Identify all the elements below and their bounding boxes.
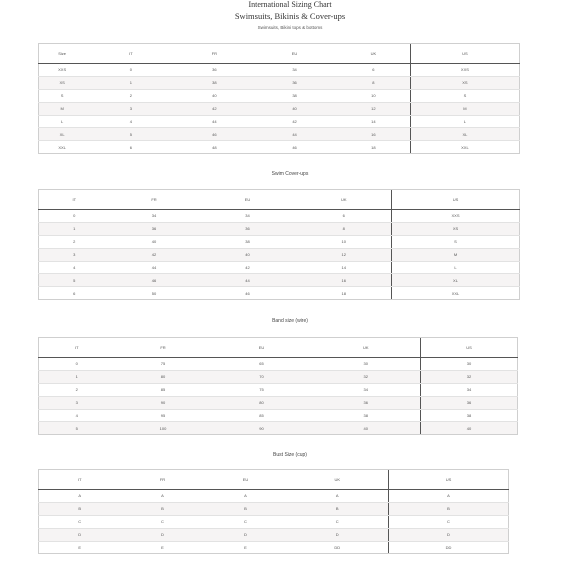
- table-cell: 44: [252, 128, 337, 141]
- table-cell: 34: [199, 210, 297, 223]
- table-cell: 8: [337, 76, 410, 89]
- table-row: [39, 515, 509, 528]
- table-cell: 4: [39, 409, 115, 422]
- table-cell: D: [39, 528, 121, 541]
- table-cell: L: [39, 115, 86, 128]
- table-cell: 90: [212, 422, 312, 435]
- table-cell: S: [410, 89, 519, 102]
- table-cell: 0: [85, 64, 176, 77]
- table-row: [39, 287, 520, 300]
- table-cell: B: [287, 502, 389, 515]
- section-title-swim-cover-ups: Swim Cover-ups: [271, 171, 309, 177]
- table-cell: M: [392, 248, 520, 261]
- column-header: EU: [199, 190, 297, 210]
- table-cell: E: [39, 541, 121, 554]
- table-cell: E: [205, 541, 287, 554]
- table-row: [39, 409, 518, 422]
- column-header: UK: [312, 338, 421, 358]
- column-header: EU: [212, 338, 312, 358]
- table-row: [39, 383, 518, 396]
- table-cell: A: [389, 490, 509, 503]
- table-cell: 2: [85, 89, 176, 102]
- table-row: [39, 128, 520, 141]
- table-cell: 1: [85, 76, 176, 89]
- table-cell: 38: [312, 409, 421, 422]
- page-title: International Sizing Chart: [248, 0, 332, 9]
- table-cell: A: [287, 490, 389, 503]
- table-cell: 36: [312, 396, 421, 409]
- table-cell: XXS: [410, 64, 519, 77]
- table-row: [39, 502, 509, 515]
- table-cell: A: [39, 490, 121, 503]
- table-cell: L: [392, 261, 520, 274]
- table-cell: 38: [421, 409, 518, 422]
- table-cell: 32: [421, 370, 518, 383]
- column-header: IT: [85, 44, 176, 64]
- table-cell: 40: [252, 102, 337, 115]
- table-cell: 4: [39, 261, 110, 274]
- section-title-band-size: Band size (wire): [272, 318, 308, 324]
- table-cell: B: [389, 502, 509, 515]
- table-cell: 16: [297, 274, 392, 287]
- table-cell: S: [39, 89, 86, 102]
- table-cell: 34: [312, 383, 421, 396]
- table-cell: D: [389, 528, 509, 541]
- table-header-row: [39, 338, 518, 358]
- table-cell: 6: [337, 64, 410, 77]
- section-title-bust-size: Bust Size (cup): [273, 452, 307, 458]
- table-cell: 6: [85, 141, 176, 154]
- table-cell: 38: [252, 89, 337, 102]
- table-cell: 40: [199, 248, 297, 261]
- column-header: IT: [39, 338, 115, 358]
- table-row: [39, 76, 520, 89]
- table-cell: B: [39, 502, 121, 515]
- table-cell: 36: [110, 222, 199, 235]
- column-header: US: [392, 190, 520, 210]
- table-cell: 46: [110, 274, 199, 287]
- size-table-bust-size: [38, 469, 509, 554]
- table-cell: 36: [421, 396, 518, 409]
- table-cell: 6: [39, 287, 110, 300]
- table-cell: D: [287, 528, 389, 541]
- table-cell: A: [205, 490, 287, 503]
- table-cell: M: [39, 102, 86, 115]
- table-row: [39, 102, 520, 115]
- table-cell: 38: [177, 76, 253, 89]
- table-cell: 5: [39, 422, 115, 435]
- table-row: [39, 358, 518, 371]
- table-cell: XS: [39, 76, 86, 89]
- table-row: [39, 222, 520, 235]
- table-cell: 40: [110, 235, 199, 248]
- column-header: UK: [297, 190, 392, 210]
- table-row: [39, 396, 518, 409]
- table-cell: 42: [110, 248, 199, 261]
- table-cell: 38: [199, 235, 297, 248]
- table-row: [39, 541, 509, 554]
- table-cell: M: [410, 102, 519, 115]
- table-cell: XXL: [410, 141, 519, 154]
- table-cell: 30: [312, 358, 421, 371]
- table-cell: 75: [212, 383, 312, 396]
- table-cell: 85: [212, 409, 312, 422]
- table-cell: 3: [85, 102, 176, 115]
- column-header: FR: [115, 338, 212, 358]
- table-cell: 44: [110, 261, 199, 274]
- table-cell: 14: [337, 115, 410, 128]
- size-table-swim-cover-ups: [38, 189, 520, 300]
- table-cell: 65: [212, 358, 312, 371]
- table-cell: 36: [177, 64, 253, 77]
- page-subtitle: Swimsuits, Bikinis & Cover-ups: [234, 11, 346, 21]
- table-cell: 42: [252, 115, 337, 128]
- table-cell: 80: [115, 370, 212, 383]
- table-cell: 85: [115, 383, 212, 396]
- table-cell: 10: [337, 89, 410, 102]
- table-cell: 0: [39, 210, 110, 223]
- table-cell: B: [205, 502, 287, 515]
- table-cell: A: [121, 490, 205, 503]
- table-cell: 30: [421, 358, 518, 371]
- table-cell: 6: [297, 210, 392, 223]
- table-cell: 5: [39, 274, 110, 287]
- table-row: [39, 235, 520, 248]
- table-row: [39, 210, 520, 223]
- table-cell: 90: [115, 396, 212, 409]
- table-cell: D: [121, 528, 205, 541]
- table-cell: C: [389, 515, 509, 528]
- table-cell: XS: [392, 222, 520, 235]
- table-row: [39, 115, 520, 128]
- table-cell: 34: [252, 64, 337, 77]
- table-cell: 75: [115, 358, 212, 371]
- column-header: EU: [252, 44, 337, 64]
- table-cell: 1: [39, 370, 115, 383]
- column-header: US: [421, 338, 518, 358]
- table-cell: 12: [297, 248, 392, 261]
- table-row: [39, 422, 518, 435]
- table-cell: B: [121, 502, 205, 515]
- table-cell: 16: [337, 128, 410, 141]
- table-cell: XXL: [39, 141, 86, 154]
- table-row: [39, 490, 509, 503]
- table-cell: 1: [39, 222, 110, 235]
- column-header: US: [410, 44, 519, 64]
- table-cell: XXL: [392, 287, 520, 300]
- table-cell: 12: [337, 102, 410, 115]
- column-header: US: [389, 470, 509, 490]
- table-cell: 10: [297, 235, 392, 248]
- column-header: Size: [39, 44, 86, 64]
- table-header-row: [39, 44, 520, 64]
- table-row: [39, 370, 518, 383]
- table-cell: 0: [39, 358, 115, 371]
- table-cell: 40: [177, 89, 253, 102]
- column-header: EU: [205, 470, 287, 490]
- table-cell: 44: [177, 115, 253, 128]
- table-cell: 5: [85, 128, 176, 141]
- table-cell: 80: [212, 396, 312, 409]
- table-cell: C: [205, 515, 287, 528]
- table-row: [39, 141, 520, 154]
- table-row: [39, 89, 520, 102]
- table-header-row: [39, 470, 509, 490]
- table-cell: 95: [115, 409, 212, 422]
- table-cell: DD: [287, 541, 389, 554]
- table-cell: XL: [39, 128, 86, 141]
- table-cell: C: [121, 515, 205, 528]
- table-row: [39, 274, 520, 287]
- table-cell: 3: [39, 248, 110, 261]
- column-header: FR: [110, 190, 199, 210]
- table-cell: 4: [85, 115, 176, 128]
- table-cell: XS: [410, 76, 519, 89]
- table-cell: 44: [199, 274, 297, 287]
- table-row: [39, 261, 520, 274]
- column-header: IT: [39, 470, 121, 490]
- table-cell: C: [287, 515, 389, 528]
- size-table-swimsuits: [38, 43, 520, 154]
- table-cell: 50: [110, 287, 199, 300]
- table-row: [39, 64, 520, 77]
- table-cell: 34: [421, 383, 518, 396]
- table-cell: 36: [252, 76, 337, 89]
- table-cell: E: [121, 541, 205, 554]
- table-cell: XXS: [39, 64, 86, 77]
- table-header-row: [39, 190, 520, 210]
- table-cell: 46: [177, 128, 253, 141]
- table-cell: 42: [177, 102, 253, 115]
- table-cell: 18: [297, 287, 392, 300]
- column-header: UK: [287, 470, 389, 490]
- table-cell: XXS: [392, 210, 520, 223]
- column-header: FR: [177, 44, 253, 64]
- table-cell: 40: [421, 422, 518, 435]
- table-cell: 46: [199, 287, 297, 300]
- table-cell: 34: [110, 210, 199, 223]
- column-header: UK: [337, 44, 410, 64]
- table-cell: 3: [39, 396, 115, 409]
- table-cell: C: [39, 515, 121, 528]
- table-row: [39, 528, 509, 541]
- table-cell: D: [205, 528, 287, 541]
- table-cell: 14: [297, 261, 392, 274]
- table-cell: L: [410, 115, 519, 128]
- table-cell: XL: [410, 128, 519, 141]
- table-cell: 8: [297, 222, 392, 235]
- column-header: IT: [39, 190, 110, 210]
- table-cell: XL: [392, 274, 520, 287]
- column-header: FR: [121, 470, 205, 490]
- table-cell: 70: [212, 370, 312, 383]
- table-cell: 2: [39, 383, 115, 396]
- table-cell: 32: [312, 370, 421, 383]
- table-cell: 100: [115, 422, 212, 435]
- table-cell: 36: [199, 222, 297, 235]
- table-cell: 42: [199, 261, 297, 274]
- page-note: Swimsuits, Bikini tops & bottoms: [257, 25, 323, 30]
- size-table-band-size: [38, 337, 518, 435]
- table-row: [39, 248, 520, 261]
- table-cell: 18: [337, 141, 410, 154]
- table-cell: 2: [39, 235, 110, 248]
- table-cell: 46: [252, 141, 337, 154]
- table-cell: 48: [177, 141, 253, 154]
- table-cell: S: [392, 235, 520, 248]
- table-cell: 40: [312, 422, 421, 435]
- table-cell: DD: [389, 541, 509, 554]
